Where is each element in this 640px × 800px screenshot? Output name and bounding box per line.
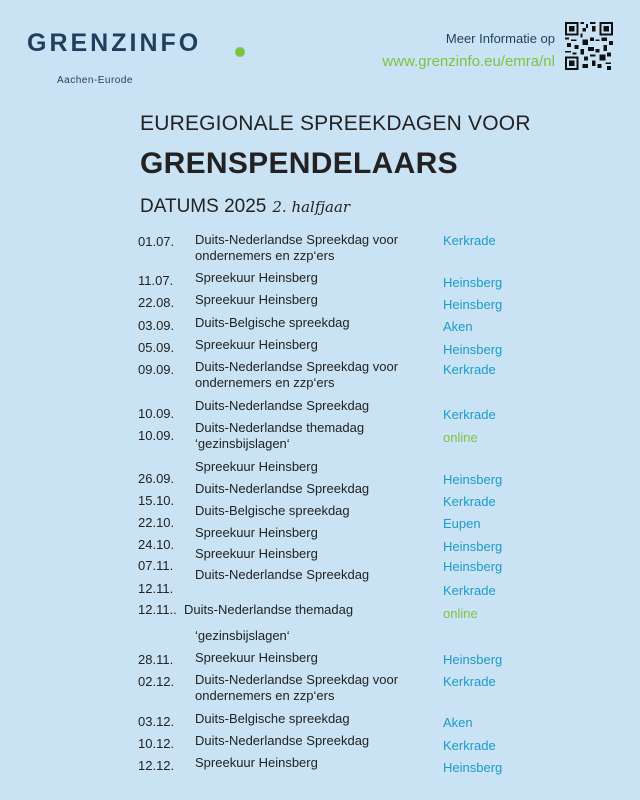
event-location: Kerkrade [443,407,496,422]
event-title-line-2: ‘gezinsbijslagen‘ [195,628,290,643]
event-title: Spreekuur Heinsberg [195,650,318,665]
event-title: Spreekuur Heinsberg [195,292,318,307]
event-date: 10.09. [138,406,175,421]
event-title: Spreekuur Heinsberg [195,525,318,540]
event-date: 12.12. [138,758,175,773]
event-location: Eupen [443,516,481,531]
title-line-1: EUREGIONALE SPREEKDAGEN VOOR [140,112,531,135]
event-location: Kerkrade [443,738,496,753]
event-location: Heinsberg [443,652,503,667]
event-title: Duits-Nederlandse Spreekdag voor [195,359,399,374]
event-location: Heinsberg [443,297,503,312]
event-location: Heinsberg [443,539,503,554]
dates-heading [140,196,350,218]
event-date: 12.11. [138,581,174,596]
dates-label: DATUMS 2025 [140,196,267,217]
grenzinfo-logo [27,22,257,86]
event-date: 22.10. [138,515,175,530]
event-title: Spreekuur Heinsberg [195,459,318,474]
event-date: 02.12. [138,674,175,689]
event-title: Duits-Nederlandse Spreekdag [195,398,370,413]
event-date: 12.11.. [138,602,177,617]
event-location: Kerkrade [443,233,496,248]
event-title: Duits-Nederlandse Spreekdag voor [195,232,399,247]
event-row [0,755,640,795]
event-date: 01.07. [138,234,175,249]
event-location: Heinsberg [443,559,503,574]
event-location: Kerkrade [443,674,496,689]
event-location: Aken [443,319,473,334]
event-location: Heinsberg [443,472,503,487]
event-title: Spreekuur Heinsberg [195,755,318,770]
event-location: Kerkrade [443,494,496,509]
half-year-label: 2. halfjaar [272,198,351,216]
qr-code-icon[interactable] [565,22,613,70]
event-title: Duits-Nederlandse Spreekdag [195,481,370,496]
event-location: online [443,606,478,621]
event-location: Kerkrade [443,362,496,377]
event-title-line-2: ‘gezinsbijslagen‘ [195,436,290,451]
event-location: Heinsberg [443,760,503,775]
event-title: Duits-Nederlandse Spreekdag [195,567,370,582]
event-title-line-2: ondernemers en zzp‘ers [195,375,335,390]
event-title: Duits-Nederlandse themadag [195,420,365,435]
logo-subtitle: Aachen-Eurode [57,75,133,86]
event-title: Duits-Belgische spreekdag [195,315,350,330]
event-row [0,567,640,607]
event-date: 05.09. [138,340,175,355]
event-title: Spreekuur Heinsberg [195,270,318,285]
event-title: Duits-Nederlandse Spreekdag [195,733,370,748]
event-title-line-2: ondernemers en zzp‘ers [195,688,335,703]
more-info-link[interactable]: www.grenzinfo.eu/emra/nl [382,53,555,70]
event-date: 15.10. [138,493,175,508]
event-title: Duits-Nederlandse Spreekdag voor [195,672,399,687]
event-location: online [443,430,478,445]
logo-wordmark: GRENZINFO [27,29,202,57]
event-date: 09.09. [138,362,175,377]
event-title-line-2: ondernemers en zzp‘ers [195,248,335,263]
event-date: 03.09. [138,318,175,333]
event-title: Spreekuur Heinsberg [195,337,318,352]
more-info-label: Meer Informatie op [445,31,555,46]
event-location: Heinsberg [443,275,503,290]
event-title: Duits-Nederlandse themadag [184,602,354,617]
event-date: 28.11. [138,652,174,667]
event-row [0,232,640,272]
event-location: Aken [443,715,473,730]
event-date: 07.11. [138,558,174,573]
event-row [0,359,640,399]
logo-dot-icon [235,47,245,57]
event-date: 10.09. [138,428,175,443]
title-line-2: GRENSPENDELAARS [140,147,458,180]
event-row [0,602,640,642]
event-date: 11.07. [138,273,174,288]
event-date: 03.12. [138,714,175,729]
event-date: 10.12. [138,736,175,751]
event-date: 26.09. [138,471,175,486]
event-date: 22.08. [138,295,175,310]
event-date: 24.10. [138,537,175,552]
event-title: Duits-Belgische spreekdag [195,711,350,726]
event-title: Spreekuur Heinsberg [195,546,318,561]
event-row [0,420,640,460]
event-title: Duits-Belgische spreekdag [195,503,350,518]
event-location: Heinsberg [443,342,503,357]
event-location: Kerkrade [443,583,496,598]
event-row [0,672,640,712]
